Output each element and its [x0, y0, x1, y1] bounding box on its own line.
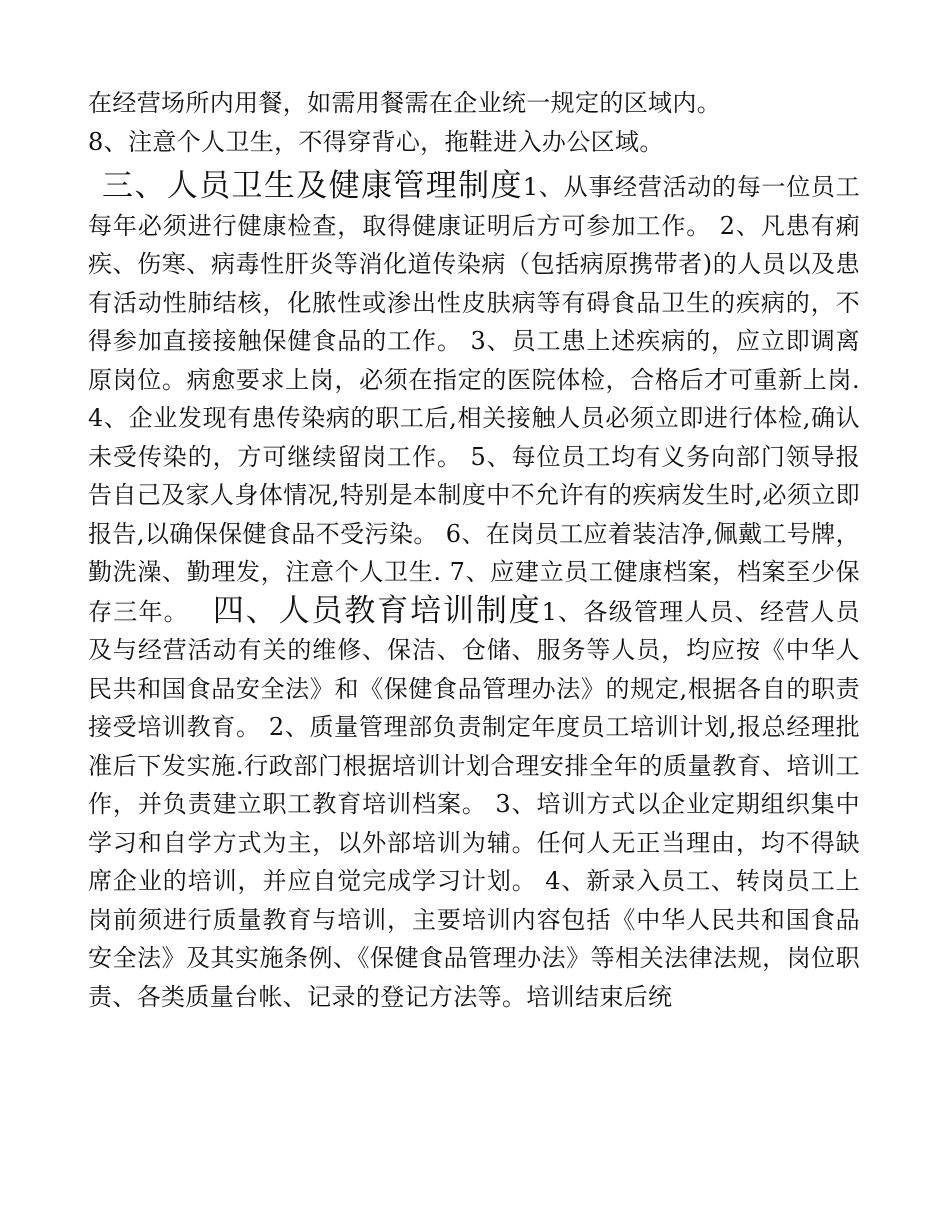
section-3-heading: 三、人员卫生及健康管理制度 — [102, 168, 523, 204]
document-page — [88, 84, 860, 1016]
section-4-heading: 四、人员教育培训制度 — [212, 592, 542, 629]
section-4-body: 1、各级管理人员、经营人员及与经营活动有关的维修、保洁、仓储、服务等人员，均应按《中华人民共和国食品安全法》和《保健食品管理办法》的规定,根据各自的职责接受培训教育。 2、质量管理部负责制定年度员工培训计划,报总经理批准后下发实施.行政部门根据培训计划合理安排全年的质量教育、培训工作，并负责建立职工教育培训档案。 3、培训方式以企业定期组织集中学习和自学方式为主，以外部培训为辅。任何人无正当理由，均不得缺席企业的培训，并应自觉完成学习计划。 4、新录入员工、转岗员工上岗前须进行质量教育与培训，主要培训内容包括《中华人民共和国食品安全法》及其实施条例、《保健食品管理办法》等相关法律法规，岗位职责、各类质量台帐、记录的登记方法等。培训结束后统 — [88, 597, 860, 1011]
section-3-paragraph — [88, 167, 860, 1016]
section-3-body: 1、从事经营活动的每一位员工每年必须进行健康检查，取得健康证明后方可参加工作。 2、凡患有痢疾、伤寒、病毒性肝炎等消化道传染病（包括病原携带者)的人员以及患有活动性肺结核，化脓性或渗出性皮肤病等有碍食品卫生的疾病的，不得参加直接接触保健食品的工作。 3、员工患上述疾病的，应立即调离原岗位。病愈要求上岗，必须在指定的医院体检，合格后才可重新上岗. 4、企业发现有患传染病的职工后,相关接触人员必须立即进行体检,确认未受传染的，方可继续留岗工作。 5、每位员工均有义务向部门领导报告自己及家人身体情况,特别是本制度中不允许有的疾病发生时,必须立即报告,以确保保健食品不受污染。 6、在岗员工应着装洁净,佩戴工号牌，勤洗澡、勤理发，注意个人卫生. 7、应建立员工健康档案，档案至少保存三年。 — [88, 173, 861, 626]
paragraph-line-2: 8、注意个人卫生，不得穿背心，拖鞋进入办公区域。 — [88, 127, 664, 156]
paragraph-line-1: 在经营场所内用餐，如需用餐需在企业统一规定的区域内。 — [88, 89, 722, 117]
